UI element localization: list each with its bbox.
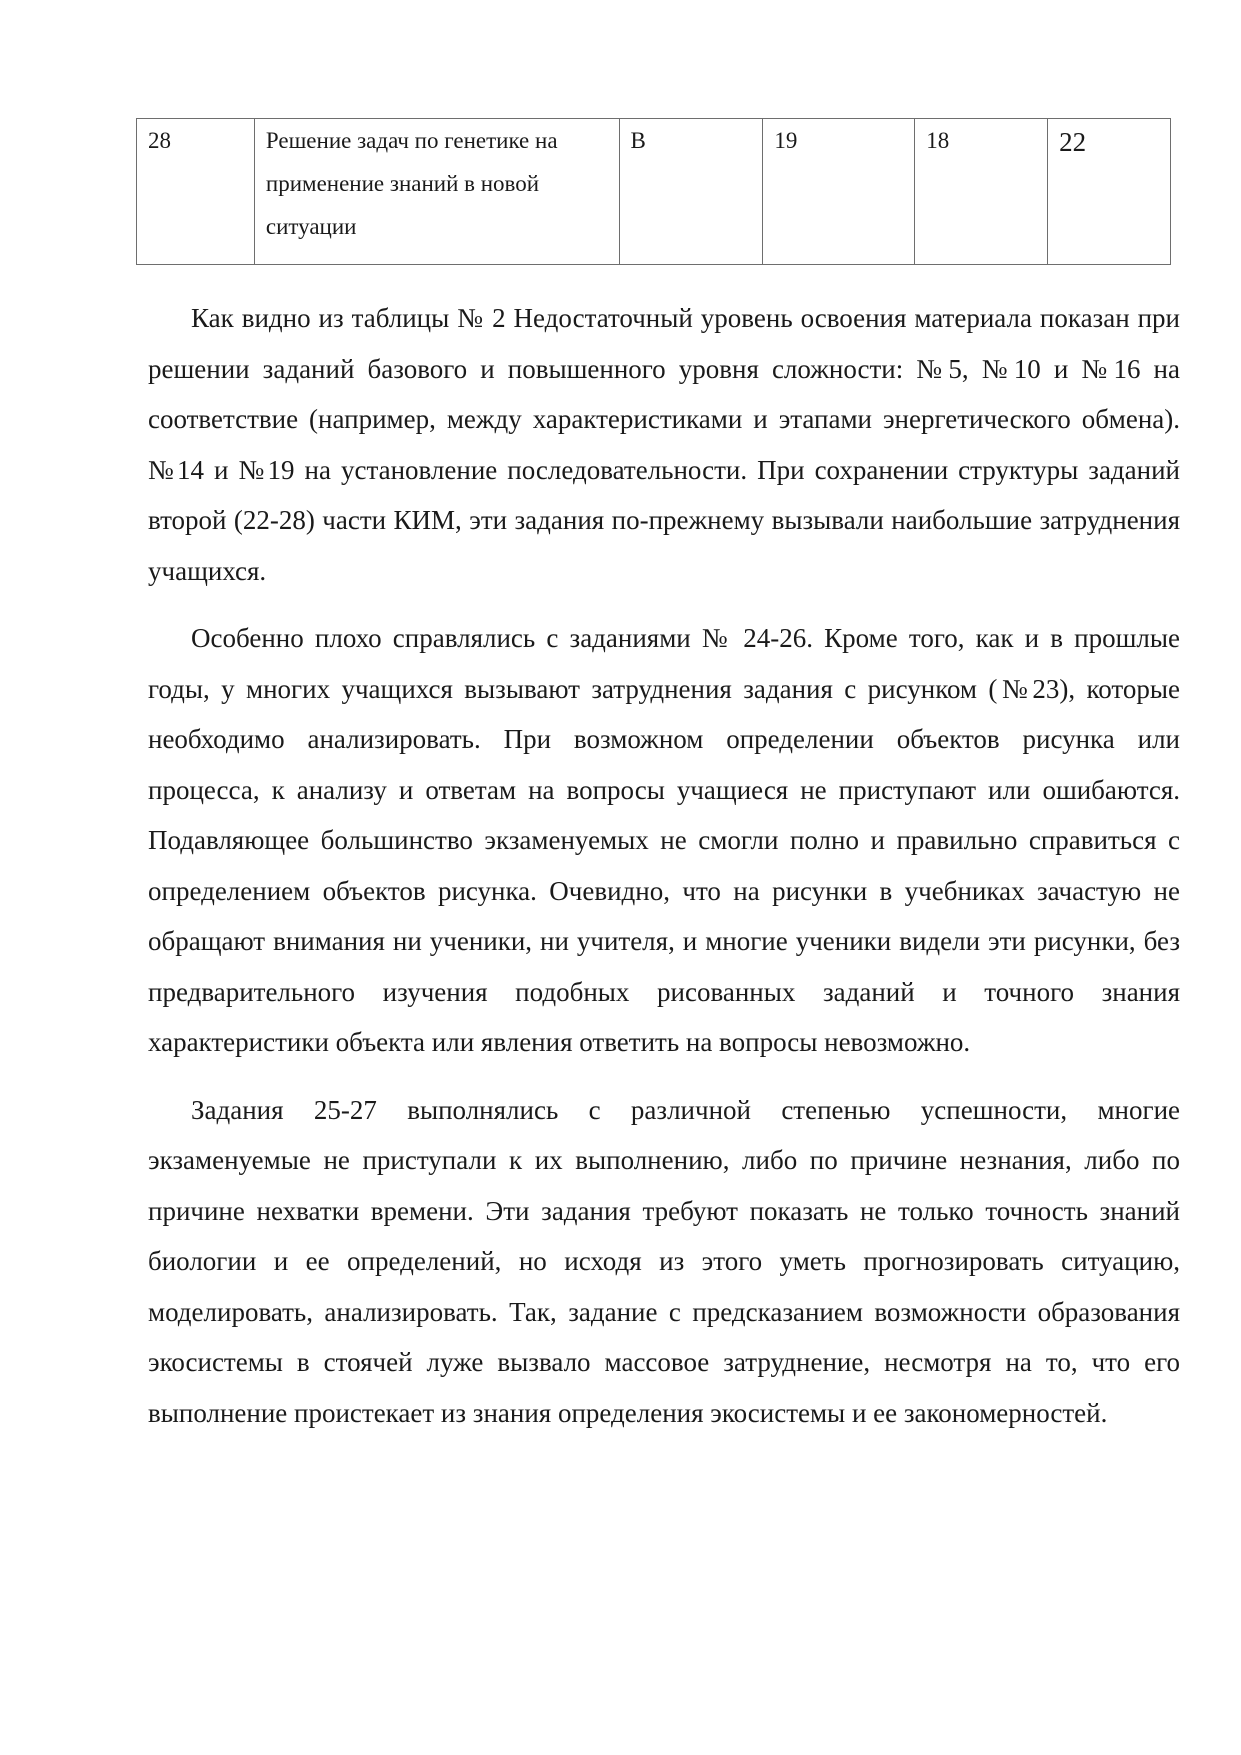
table-row bbox=[137, 119, 1171, 265]
task-number-cell: 28 bbox=[137, 119, 255, 265]
results-table bbox=[136, 118, 1171, 265]
value-cell-2: 18 bbox=[915, 119, 1048, 265]
paragraph-tasks-25-27: Задания 25-27 выполнялись с различной степенью успешности, многие экзаменуемые не приступали к их выполнению, либо по причине незнания, либо по причине нехватки времени. Эти задания требуют показать не только точность знаний биологии и ее определений, но исходя из этого уметь прогнозировать ситуацию, моделировать, анализировать. Так, задание с предсказанием возможности образования экосистемы в стоячей луже вызвало массовое затруднение, несмотря на то, что его выполнение проистекает из знания определения экосистемы и ее закономерностей. bbox=[148, 1094, 1180, 1428]
paragraph-picture-tasks: Особенно плохо справлялись с заданиями № 24-26. Кроме того, как и в прошлые годы, у многих учащихся вызывают затруднения задания с рисунком (№23), которые необходимо анализировать. При возможном определении объектов рисунка или процесса, к анализу и ответам на вопросы учащиеся не приступают или ошибаются. Подавляющее большинство экзаменуемых не смогли полно и правильно справиться с определением объектов рисунка. Очевидно, что на рисунки в учебниках зачастую не обращают внимания ни ученики, ни учителя, и многие ученики видели эти рисунки, без предварительного изучения подобных рисованных заданий и точного знания характеристики объекта или явления ответить на вопросы невозможно. bbox=[148, 623, 1180, 1057]
value-cell-3-text: 22 bbox=[1059, 127, 1087, 157]
paragraph-table-analysis: Как видно из таблицы № 2 Недостаточный уровень освоения материала показан при решении заданий базового и повышенного уровня сложности: №5, №10 и №16 на соответствие (например, между характеристиками и этапами энергетического обмена). №14 и №19 на установление последовательности. При сохранении структуры заданий второй (22-28) части КИМ, эти задания по-прежнему вызывали наибольшие затруднения учащихся. bbox=[148, 303, 1180, 586]
difficulty-level-cell: В bbox=[619, 119, 763, 265]
value-cell-3 bbox=[1048, 119, 1171, 265]
value-cell-1: 19 bbox=[763, 119, 915, 265]
task-description-cell: Решение задач по генетике на применение знаний в новой ситуации bbox=[254, 119, 619, 265]
body-text bbox=[148, 293, 1180, 1455]
